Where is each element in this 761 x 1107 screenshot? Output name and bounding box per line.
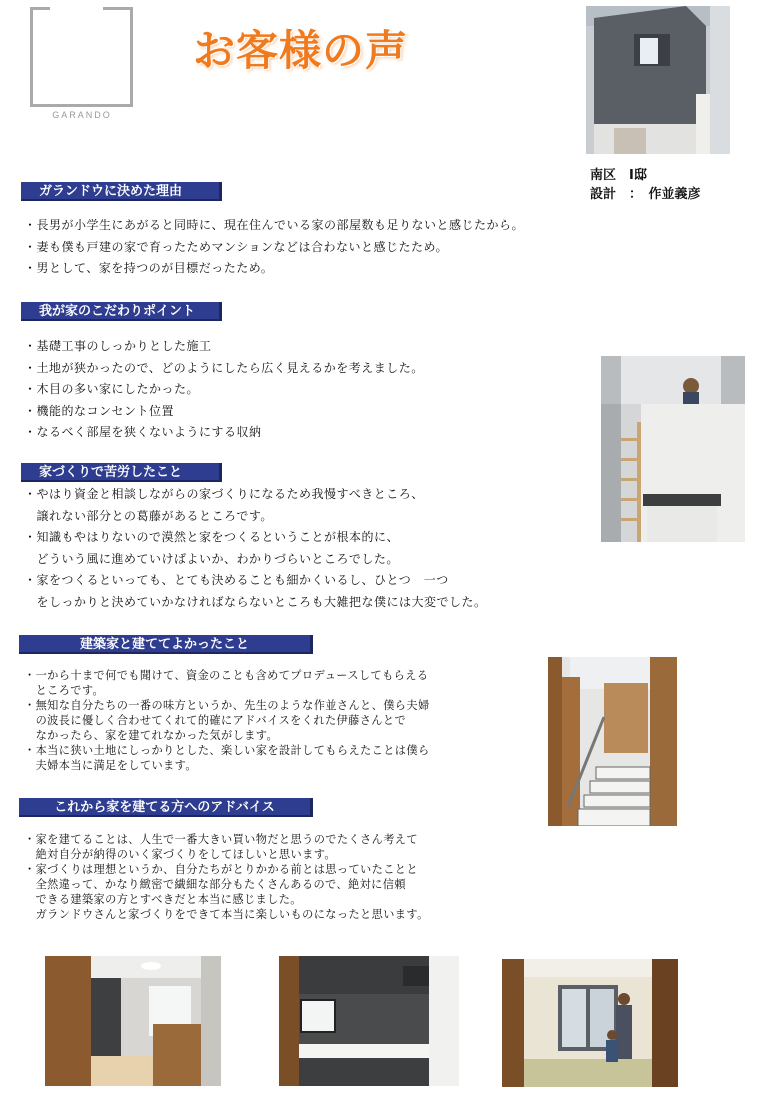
- points-list: [24, 336, 424, 444]
- section-heading-hardship: 家づくりで苦労したこと: [21, 463, 222, 482]
- section-heading-reason: ガランドウに決めた理由: [21, 182, 222, 201]
- staircase-photo: [548, 657, 677, 826]
- advice-list: [24, 832, 429, 922]
- list-item: ・一から十まで何でも聞けて、資金のことも含めてプロデュースしてもらえる: [24, 669, 429, 682]
- hardship-list: [24, 484, 487, 613]
- list-item: なかったら、家を建てれなかった気がします。: [24, 729, 279, 742]
- list-item: ・やはり資金と相談しながらの家づくりになるため我慢すべきところ、: [24, 487, 424, 501]
- list-item: ・無知な自分たちの一番の味方というか、先生のような作並さんと、僕ら夫婦: [24, 699, 430, 712]
- list-item: ・男として、家を持つのが目標だったため。: [24, 261, 274, 275]
- reason-list: [24, 215, 524, 280]
- list-item: ところです。: [24, 684, 105, 697]
- list-item: ・家を建てることは、人生で一番大きい買い物だと思うのでたくさん考えて: [24, 833, 418, 846]
- list-item: ガランドウさんと家づくりをできて本当に楽しいものになったと思います。: [24, 908, 429, 921]
- section-heading-architect: 建築家と建ててよかったこと: [19, 635, 313, 654]
- section-heading-advice: これから家を建てる方へのアドバイス: [19, 798, 313, 817]
- garando-logo-mark: [30, 7, 130, 107]
- architect-list: [24, 668, 430, 773]
- list-item: ・長男が小学生にあがると同時に、現在住んでいる家の部屋数も足りないと感じたから。: [24, 218, 525, 232]
- list-item: 譲れない部分との葛藤があるところです。: [24, 508, 273, 523]
- list-item: ・本当に狭い土地にしっかりとした、楽しい家を設計してもらえたことは僕ら: [24, 744, 430, 757]
- list-item: ・機能的なコンセント位置: [24, 403, 175, 418]
- page-title: お客様の声: [193, 26, 409, 75]
- list-item: ・土地が狭かったので、どのようにしたら広く見えるかを考えました。: [24, 360, 424, 375]
- list-item: どういう風に進めていけばよいか、わかりづらいところでした。: [24, 551, 399, 566]
- living-room-photo: [45, 956, 221, 1086]
- list-item: をしっかりと決めていかなければならないところも大雑把な僕には大変でした。: [24, 594, 487, 609]
- section-heading-points: 我が家のこだわりポイント: [21, 302, 222, 321]
- list-item: 全然違って、かなり緻密で繊細な部分もたくさんあるので、絶対に信頼: [24, 878, 406, 891]
- list-item: できる建築家の方とすべきだと本当に感じました。: [24, 893, 302, 906]
- japanese-room-photo: [502, 959, 678, 1087]
- designer-name: 設計 ： 作並義彦: [590, 187, 701, 202]
- list-item: ・妻も僕も戸建の家で育ったためマンションなどは合わないと感じたため。: [24, 239, 448, 254]
- list-item: 夫婦本当に満足をしています。: [24, 759, 197, 772]
- list-item: の波長に優しく合わせてくれて的確にアドバイスをくれた伊藤さんとで: [24, 714, 407, 727]
- house-name: 南区 I邸: [590, 168, 647, 183]
- list-item: ・家をつくるといっても、とても決めることも細かくいるし、ひとつ 一つ: [24, 573, 449, 587]
- kitchen-photo: [279, 956, 459, 1086]
- list-item: 絶対自分が納得のいく家づくりをしてほしいと思います。: [24, 848, 336, 861]
- list-item: ・家づくりは理想というか、自分たちがとりかかる前とは思っていたことと: [24, 863, 418, 876]
- loft-ladder-photo: [601, 356, 745, 542]
- list-item: ・なるべく部屋を狭くないようにする収納: [24, 425, 262, 439]
- list-item: ・知識もやはりないので漠然と家をつくるということが根本的に、: [24, 530, 400, 544]
- list-item: ・木目の多い家にしたかった。: [24, 382, 200, 396]
- list-item: ・基礎工事のしっかりとした施工: [24, 339, 212, 353]
- logo-text: GARANDO: [52, 110, 112, 120]
- house-exterior-photo: [586, 6, 730, 154]
